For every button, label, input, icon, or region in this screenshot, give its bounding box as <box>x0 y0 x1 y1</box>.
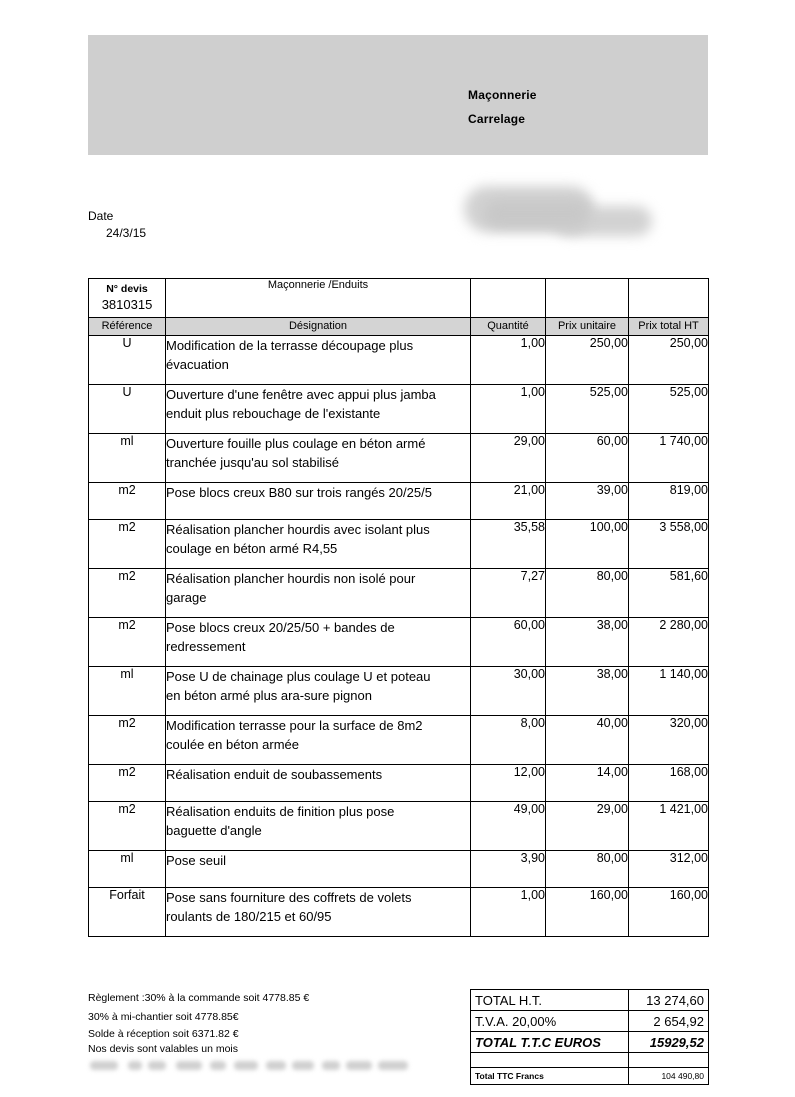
cell-reference: ml <box>89 434 166 483</box>
redacted-logo-image <box>458 180 658 242</box>
devis-number: 3810315 <box>101 297 153 312</box>
cell-total: 2 280,00 <box>629 618 709 667</box>
cell-quantity: 35,58 <box>471 520 546 569</box>
cell-total: 1 740,00 <box>629 434 709 483</box>
designation-line-1: Modification terrasse pour la surface de 8m2 <box>166 718 423 733</box>
designation-line-1: Pose U de chainage plus coulage U et poteau <box>166 669 431 684</box>
redacted-contact-line <box>88 1060 418 1073</box>
cell-quantity: 8,00 <box>471 716 546 765</box>
cell-quantity: 1,00 <box>471 385 546 434</box>
cell-unit-price: 38,00 <box>546 667 629 716</box>
cell-quantity: 49,00 <box>471 802 546 851</box>
designation-line-1: Pose blocs creux B80 sur trois rangés 20/25/5 <box>166 485 432 500</box>
designation-line-2: roulants de 180/215 et 60/95 <box>166 909 332 924</box>
cell-total: 160,00 <box>629 888 709 937</box>
cell-quantity: 1,00 <box>471 336 546 385</box>
designation-line-2: tranchée jusqu'au sol stabilisé <box>166 455 340 470</box>
table-row <box>89 716 709 765</box>
designation-line-1: Pose seuil <box>166 853 226 868</box>
trade-line-maconnerie: Maçonnerie <box>468 88 537 102</box>
spacer-cell-left <box>471 1053 629 1068</box>
cell-unit-price: 40,00 <box>546 716 629 765</box>
payment-term-line-4: Nos devis sont valables un mois <box>88 1043 238 1055</box>
cell-reference: m2 <box>89 765 166 802</box>
letterhead-band <box>88 35 708 155</box>
table-row <box>89 569 709 618</box>
cell-reference: m2 <box>89 520 166 569</box>
cell-reference: ml <box>89 851 166 888</box>
title-empty-cell-3 <box>629 279 709 318</box>
designation-line-1: Réalisation enduit de soubassements <box>166 767 383 782</box>
designation-line-1: Ouverture d'une fenêtre avec appui plus jamba <box>166 387 436 402</box>
column-header-designation: Désignation <box>166 318 471 336</box>
designation-line-2: évacuation <box>166 357 229 372</box>
total-ttc-value: 15929,52 <box>629 1032 709 1053</box>
cell-reference: U <box>89 336 166 385</box>
payment-terms-block <box>88 989 460 1073</box>
totals-row-spacer <box>471 1053 709 1068</box>
cell-designation <box>166 520 471 569</box>
cell-designation <box>166 802 471 851</box>
cell-total: 1 421,00 <box>629 802 709 851</box>
totals-table <box>470 989 709 1085</box>
cell-unit-price: 100,00 <box>546 520 629 569</box>
column-header-row <box>89 318 709 336</box>
designation-line-2: en béton armé plus ara-sure pignon <box>166 688 372 703</box>
totals-row-ttc <box>471 1032 709 1053</box>
cell-total: 819,00 <box>629 483 709 520</box>
cell-designation <box>166 716 471 765</box>
tva-label: T.V.A. 20,00% <box>471 1011 629 1032</box>
designation-line-2: redressement <box>166 639 246 654</box>
column-header-quantite: Quantité <box>471 318 546 336</box>
table-row <box>89 336 709 385</box>
designation-line-1: Pose blocs creux 20/25/50 + bandes de <box>166 620 395 635</box>
table-row <box>89 802 709 851</box>
cell-reference: m2 <box>89 716 166 765</box>
totals-row-tva <box>471 1011 709 1032</box>
date-label: Date <box>88 209 114 223</box>
designation-line-1: Réalisation plancher hourdis avec isolant plus <box>166 522 430 537</box>
footer-section <box>88 989 708 1089</box>
cell-designation <box>166 667 471 716</box>
column-header-prix-total: Prix total HT <box>629 318 709 336</box>
cell-designation <box>166 434 471 483</box>
totals-row-francs <box>471 1068 709 1085</box>
designation-line-1: Ouverture fouille plus coulage en béton armé <box>166 436 426 451</box>
cell-total: 1 140,00 <box>629 667 709 716</box>
table-row <box>89 667 709 716</box>
table-row <box>89 434 709 483</box>
cell-total: 250,00 <box>629 336 709 385</box>
cell-designation <box>166 336 471 385</box>
devis-label: N° devis <box>106 283 148 295</box>
cell-total: 320,00 <box>629 716 709 765</box>
designation-line-1: Réalisation enduits de finition plus pose <box>166 804 395 819</box>
table-row <box>89 618 709 667</box>
table-title-row <box>89 279 709 318</box>
cell-reference: ml <box>89 667 166 716</box>
total-ht-value: 13 274,60 <box>629 990 709 1011</box>
cell-unit-price: 14,00 <box>546 765 629 802</box>
designation-line-1: Modification de la terrasse découpage plus <box>166 338 414 353</box>
cell-total: 525,00 <box>629 385 709 434</box>
table-row <box>89 765 709 802</box>
cell-designation <box>166 569 471 618</box>
cell-unit-price: 29,00 <box>546 802 629 851</box>
title-empty-cell-2 <box>546 279 629 318</box>
cell-reference: m2 <box>89 618 166 667</box>
cell-quantity: 12,00 <box>471 765 546 802</box>
date-block <box>88 208 146 242</box>
cell-designation <box>166 851 471 888</box>
cell-total: 312,00 <box>629 851 709 888</box>
devis-number-cell <box>89 279 166 318</box>
date-value: 24/3/15 <box>106 226 147 240</box>
total-ttc-label: TOTAL T.T.C EUROS <box>471 1032 629 1053</box>
column-header-reference: Référence <box>89 318 166 336</box>
cell-reference: U <box>89 385 166 434</box>
cell-unit-price: 160,00 <box>546 888 629 937</box>
cell-quantity: 3,90 <box>471 851 546 888</box>
cell-unit-price: 80,00 <box>546 851 629 888</box>
cell-unit-price: 80,00 <box>546 569 629 618</box>
payment-term-line-2: 30% à mi-chantier soit 4778.85€ <box>88 1011 239 1023</box>
cell-designation <box>166 385 471 434</box>
payment-term-line-1: Règlement :30% à la commande soit 4778.85 € <box>88 992 310 1004</box>
designation-line-2: enduit plus rebouchage de l'existante <box>166 406 381 421</box>
section-title: Maçonnerie /Enduits <box>166 279 471 318</box>
table-row <box>89 888 709 937</box>
spacer-cell-right <box>629 1053 709 1068</box>
cell-reference: Forfait <box>89 888 166 937</box>
designation-line-2: garage <box>166 590 207 605</box>
cell-total: 168,00 <box>629 765 709 802</box>
table-row <box>89 385 709 434</box>
designation-line-2: coulée en béton armée <box>166 737 299 752</box>
cell-designation <box>166 618 471 667</box>
cell-quantity: 7,27 <box>471 569 546 618</box>
designation-line-2: coulage en béton armé R4,55 <box>166 541 338 556</box>
payment-term-line-3: Solde à réception soit 6371.82 € <box>88 1028 239 1040</box>
logo-blur-shape-3 <box>484 200 590 228</box>
cell-unit-price: 39,00 <box>546 483 629 520</box>
table-row <box>89 520 709 569</box>
total-ht-label: TOTAL H.T. <box>471 990 629 1011</box>
cell-designation <box>166 888 471 937</box>
tva-value: 2 654,92 <box>629 1011 709 1032</box>
cell-designation <box>166 765 471 802</box>
cell-unit-price: 525,00 <box>546 385 629 434</box>
total-francs-label: Total TTC Francs <box>471 1068 629 1085</box>
totals-row-ht <box>471 990 709 1011</box>
cell-quantity: 21,00 <box>471 483 546 520</box>
table-row <box>89 483 709 520</box>
quote-items-table <box>88 278 709 937</box>
column-header-prix-unitaire: Prix unitaire <box>546 318 629 336</box>
cell-unit-price: 250,00 <box>546 336 629 385</box>
cell-reference: m2 <box>89 802 166 851</box>
trade-line-carrelage: Carrelage <box>468 112 526 126</box>
cell-quantity: 29,00 <box>471 434 546 483</box>
total-francs-value: 104 490,80 <box>629 1068 709 1085</box>
cell-quantity: 60,00 <box>471 618 546 667</box>
cell-quantity: 30,00 <box>471 667 546 716</box>
title-empty-cell-1 <box>471 279 546 318</box>
cell-total: 3 558,00 <box>629 520 709 569</box>
cell-quantity: 1,00 <box>471 888 546 937</box>
cell-unit-price: 60,00 <box>546 434 629 483</box>
cell-reference: m2 <box>89 483 166 520</box>
cell-reference: m2 <box>89 569 166 618</box>
cell-total: 581,60 <box>629 569 709 618</box>
letterhead-trade-lines <box>468 83 537 131</box>
cell-unit-price: 38,00 <box>546 618 629 667</box>
designation-line-1: Réalisation plancher hourdis non isolé pour <box>166 571 416 586</box>
cell-designation <box>166 483 471 520</box>
table-row <box>89 851 709 888</box>
designation-line-2: baguette d'angle <box>166 823 262 838</box>
designation-line-1: Pose sans fourniture des coffrets de volets <box>166 890 412 905</box>
